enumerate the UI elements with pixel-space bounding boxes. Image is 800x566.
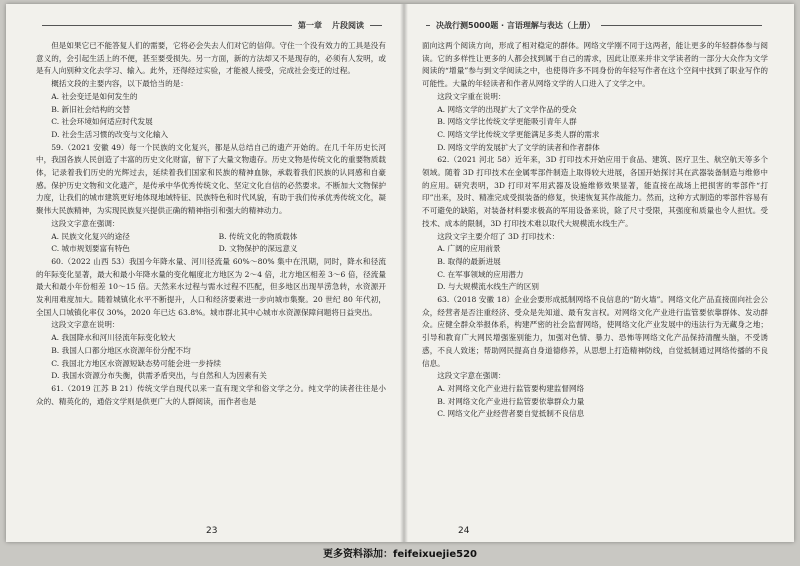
- right-page: [408, 4, 794, 542]
- answer-option[interactable]: C. 我国北方地区水资源短缺态势可能会进一步持续: [51, 358, 222, 368]
- option-row: [36, 231, 386, 244]
- question-63-passage: 63.（2018 安徽 18）企业会要形成抵制网络不良信息的“防火墙”。网络文化产品直接面向社会公众，经营者是否注重经济、受众是先知道、最有发言权。对网络文化产业进行监管要依靠群体、发动群众。应健全群众举报体系，构建严密的社会监督网络，使网络文化产业发展中的违法行为无藏身之地；引导和教育广大网民增强鉴别能力，加强对色情、暴力、恐怖等网络文化产品保持清醒头脑，不受诱惑，不良人致迷；帮助网民提高自身道德修养，从思想上打造精神防线，自觉抵制通过网络传播的不良信息。: [422, 295, 768, 368]
- answer-option[interactable]: A. 社会变迁是如何发生的: [51, 91, 138, 101]
- question-stem: 概括文段的主要内容，以下最恰当的是：: [51, 79, 188, 89]
- left-running-header: [36, 18, 388, 32]
- answer-option[interactable]: D. 网络文学的发展扩大了文学的读者和作者群体: [437, 142, 600, 152]
- book-spine: [400, 4, 408, 542]
- answer-option[interactable]: A. 民族文化复兴的途径: [51, 231, 130, 241]
- header-rule: [42, 25, 292, 26]
- answer-option[interactable]: A. 网络文学的出现扩大了文学作品的受众: [437, 104, 577, 114]
- answer-option[interactable]: C. 网络文学比传统文学更能满足多类人群的需求: [437, 129, 600, 139]
- answer-option[interactable]: A. 对网络文化产业进行监管要构建监督网络: [437, 383, 585, 393]
- question-stem: 这段文字意在强调：: [437, 371, 506, 381]
- left-page: [6, 4, 400, 542]
- answer-option[interactable]: B. 网络文学比传统文学更能吸引青年人群: [437, 117, 577, 127]
- question-stem: 这段文字意在说明：: [51, 320, 120, 330]
- question-61-passage: 61.（2019 江苏 B 21）传统文学自现代以来一直有现文学和俗文学之分。纯文学的读者往往是小众的、精英化的，通俗文学则是供更广大的人群阅读，而作者也是: [36, 383, 386, 406]
- answer-option[interactable]: C. 城市规划要富有特色: [51, 244, 130, 254]
- option-row: [36, 243, 386, 256]
- question-60-passage: 60.（2022 山西 53）我国今年降水量、河川径流量 60%～80% 集中在汛期，同时，降水和径流的年际变化显著，最大和最小年降水量的变化幅度北方地区为 2～4 倍，北方地区相差 3～6 倍，径流量最大和最小年份相差 10～15 倍。天然来水过程与需水过程不匹配，但多地区出现旱涝急转，水资源开发利用难度加大。随着城镇化水平不断提升，人口和经济要素进一步向城市集聚。20 世纪 80 年代初，全国人口城镇化率仅 30%，2020 年已达 63.8%。城市群北其中心城市水资源保障问题将日益突出。: [36, 256, 386, 317]
- book-spread: [6, 4, 794, 542]
- question-stem: 这段文字意在强调：: [51, 218, 120, 228]
- page-number: 23: [206, 526, 218, 536]
- left-content: [36, 40, 386, 408]
- answer-option[interactable]: B. 取得的最新进展: [437, 256, 501, 266]
- answer-option[interactable]: C. 在军事领域的应用潜力: [437, 269, 524, 279]
- answer-option[interactable]: B. 我国人口都分地区水资源年份分配不均: [51, 345, 191, 355]
- passage-text: 面向这两个阅读方向，形成了相对稳定的群体。网络文学刚不同于这两者，能让更多的年轻群体参与阅读。它的多样性让更多的人都会找到属于自己的需求，因此让原来并非文学读者的一部分大众作为文学阅读的“增量”参与到文学阅读之中，也使得许多不同身份的年轻写作者在这个空间中找到了职业写作的可能性。大量的年轻读者和作者从网络文学的人口进入了文学之中。: [422, 41, 768, 89]
- answer-option[interactable]: D. 社会生活习惯的改变与文化输入: [51, 129, 169, 139]
- right-content: [422, 40, 768, 421]
- question-59-passage: 59.（2021 安徽 49）每一个民族的文化复兴，都是从总结自己的遗产开始的。在几千年历史长河中，我国各族人民创造了丰富的历史文化财富，留下了大量文物遗存。历史文物是传统文化的重要物质载体，记录着我们历史的光辉过去，延续着我们国家和民族的精神血脉，承载着我们民族的认同感和自豪感。保护历史文物和文化遗产，是传承中华优秀传统文化、坚定文化自信的必然要求。不断加大文物保护力度，让我们的城市建筑更好地体现地域特征、民族特色和时代风貌，有助于我们传承优秀传统文化，凝聚伟大民族精神，为实现民族复兴提供正确的精神指引和强大的精神动力。: [36, 142, 386, 216]
- answer-option[interactable]: B. 传统文化的物质载体: [218, 231, 298, 241]
- question-stem: 这段文字主要介绍了 3D 打印技术：: [437, 231, 560, 241]
- header-rule: [426, 25, 430, 26]
- answer-option[interactable]: C. 社会环境如何适应时代发展: [51, 117, 153, 127]
- header-title: 决战行测5000题 · 言语理解与表达（上册）: [436, 20, 595, 30]
- answer-option[interactable]: A. 广阔的应用前景: [437, 244, 501, 254]
- answer-option[interactable]: B. 新旧社会结构的交替: [51, 104, 130, 114]
- page-number: 24: [458, 526, 470, 536]
- right-running-header: [420, 18, 768, 32]
- header-section: 片段阅读: [332, 20, 364, 30]
- footer-watermark-text: 更多资料添加：feifeixuejie520: [323, 549, 477, 560]
- answer-option[interactable]: D. 文物保护的深远意义: [218, 244, 298, 254]
- question-stem: 这段文字重在说明：: [437, 91, 506, 101]
- header-chapter: 第一章: [298, 20, 322, 30]
- answer-option[interactable]: B. 对网络文化产业进行监管要依靠群众力量: [437, 396, 585, 406]
- answer-option[interactable]: D. 与大规模流水线生产的区别: [437, 282, 539, 292]
- answer-option[interactable]: D. 我国水资源分布失衡，供需矛盾突出，与自然和人为因素有关: [51, 371, 267, 381]
- answer-option[interactable]: A. 我国降水和河川径流年际变化较大: [51, 333, 176, 343]
- passage-text: 但是如果它已不能答复人们的需要，它将必会失去人们对它的信仰。守住一个没有效力的工具是没有意义的，会引起生活上的不便，甚至要受损失。另一方面，新的方法却又不是现存的，必须有人发明，或是有人向别种文化去学习、输入。此外，还得经过实验，才能被人接受，完成社会变迁的过程。: [36, 41, 386, 76]
- answer-option[interactable]: C. 网络文化产业经营者要自觉抵制不良信息: [437, 409, 585, 419]
- header-rule: [370, 25, 382, 26]
- header-rule: [601, 25, 762, 26]
- question-62-passage: 62.（2021 河北 58）近年来，3D 打印技术开始应用于食品、建筑、医疗卫生、航空航天等多个领域。随着 3D 打印技术在金属零部件制造上取得较大进展，各国开始探讨其在武器装备制造与维修中的应用。研究表明，3D 打印对军用武器及设施维修效果显著，能直接在战场上把损害的零部件“打印”出来，及时、精准完成受损装备的修复，快速恢复其作战能力。然而，这种方式制造的零部件容易有不可避免的缺陷，对装备材料要求极高的军用设备来说，除了尺寸受限，其强度和质量也令人担忧。受技术、成本的限制，3D 打印技术难以取代大规模流水线生产。: [422, 155, 768, 228]
